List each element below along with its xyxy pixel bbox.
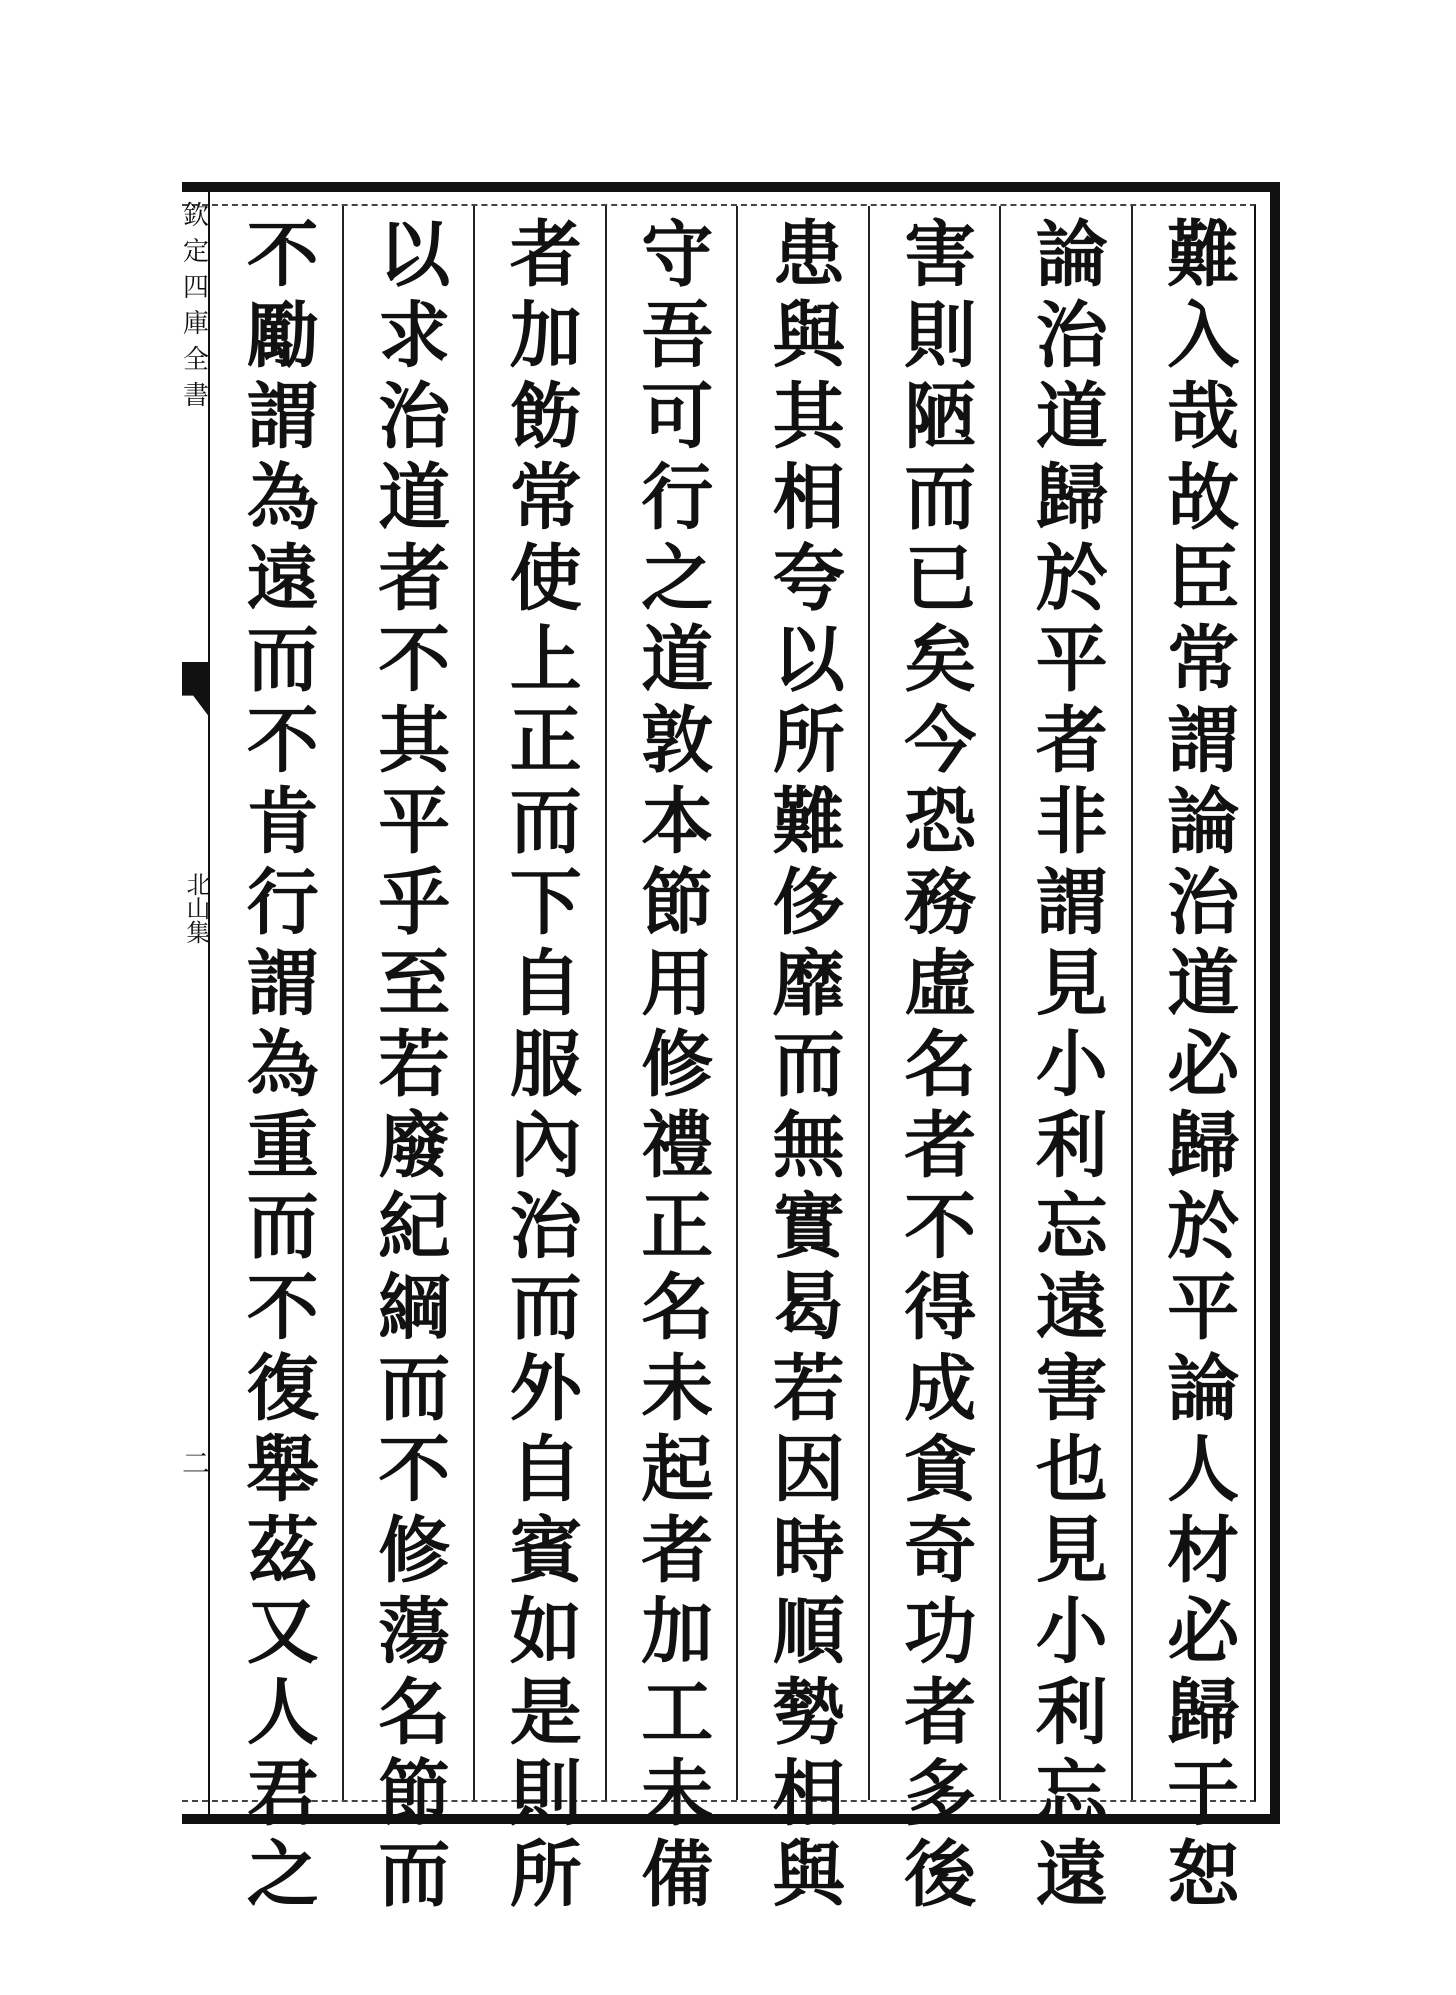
text-column xyxy=(212,206,342,1917)
text-column xyxy=(868,206,1000,1917)
column-text: 守吾可行之道敦本節用修禮正名未起者加工未備 xyxy=(629,216,715,1917)
fold-header-char: 書 xyxy=(182,381,209,411)
column-text: 害則陋而已矣今恐務虛名者不得成貪奇功者多後 xyxy=(892,216,978,1917)
text-column xyxy=(605,206,737,1917)
column-text: 難入哉故臣常謂論治道必歸於平論人材必歸于恕 xyxy=(1155,216,1241,1917)
text-column xyxy=(473,206,605,1917)
column-text: 不勵謂為遠而不肯行謂為重而不復舉茲又人君之 xyxy=(234,216,320,1917)
fold-header-char: 全 xyxy=(182,345,209,375)
text-column xyxy=(999,206,1131,1917)
fold-page-number: 二 xyxy=(182,1447,211,1480)
text-column xyxy=(736,206,868,1917)
fold-header-char: 庫 xyxy=(182,309,209,339)
fold-header-char: 欽 xyxy=(182,201,209,231)
text-column xyxy=(1131,206,1263,1917)
fold-header-char: 四 xyxy=(182,273,209,303)
column-text: 論治道歸於平者非謂見小利忘遠害也見小利忘遠 xyxy=(1023,216,1109,1917)
column-text: 以求治道者不其平乎至若廢紀綱而不修蕩名節而 xyxy=(366,216,452,1917)
column-text: 者加飭常使上正而下自服內治而外自賓如是則所 xyxy=(497,216,583,1917)
column-text: 患與其相夸以所難侈靡而無實曷若因時順勢相與 xyxy=(760,216,846,1917)
fold-header-char: 定 xyxy=(182,237,209,267)
fold-strip xyxy=(182,192,210,1814)
fold-divider xyxy=(208,192,210,1814)
text-column xyxy=(342,206,474,1917)
fish-tail-mark xyxy=(182,662,210,718)
text-columns xyxy=(212,206,1262,1917)
fold-book-title: 北山集 xyxy=(182,872,210,944)
